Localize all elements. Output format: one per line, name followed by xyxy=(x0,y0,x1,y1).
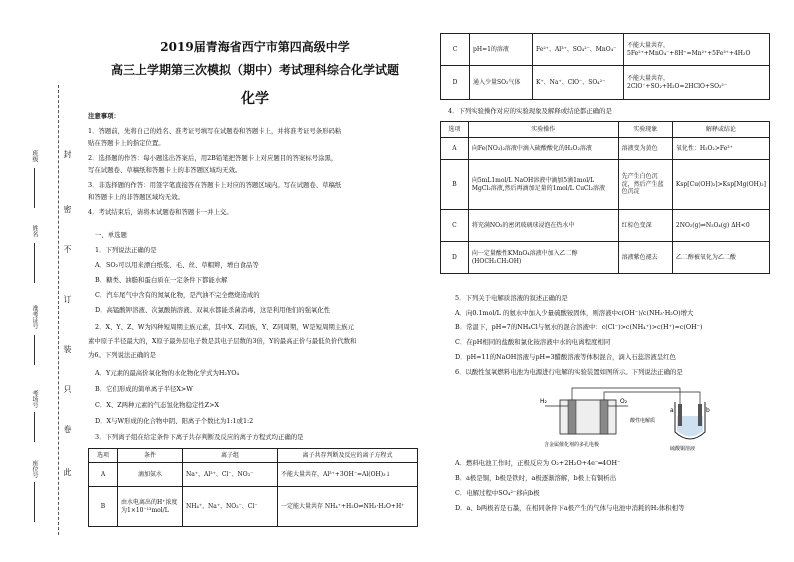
q1-option-c: C．汽车尾气中含有的氮氧化物，是汽油不完全燃烧造成的 xyxy=(95,291,260,299)
q5-option-c: C．在pH相同的盐酸和氯化铵溶液中水的电离程度相同 xyxy=(455,338,611,346)
label-electrolyte: 酸性电解质 xyxy=(630,418,656,424)
notice-line: 4．考试结束后，请将本试题卷和答题卡一并上交。 xyxy=(88,208,233,216)
table-cell: 不能大量共存，Al³⁺+3OH⁻=Al(OH)₃↓ xyxy=(278,463,418,487)
q1-option-d: D．高锰酸钾溶液、次氯酸钠溶液、双氧水都能杀菌消毒，这是利用他们的强氧化性 xyxy=(95,306,331,314)
q6-option-a: A．燃料电池工作时，正极反应为 O₂+2H₂O+4e⁻═4OH⁻ xyxy=(455,459,621,467)
seal-label: 订 xyxy=(63,295,72,303)
table-cell: NH₄⁺、Na⁺、NO₃⁻、Cl⁻ xyxy=(183,487,278,527)
q2-option-b: B．它们形成的简单离子半径X>W xyxy=(95,385,193,393)
table-cell: 向Fe(NO₃)₂溶液中滴入硫酸酸化的H₂O₂溶液 xyxy=(468,138,618,160)
table-row xyxy=(89,487,418,527)
seal-label: 卷 xyxy=(63,425,72,433)
q5-option-b: B．常温下，pH=7的NH₄Cl与氨水的混合溶液中：c(Cl⁻)>c(NH₄⁺)>c(H⁺)=c(OH⁻) xyxy=(455,323,703,331)
label-o2: O₂ xyxy=(620,398,628,405)
notice-line: 写在试题卷、草稿纸和答题卡上的非答题区域均无效。 xyxy=(88,166,242,174)
label-cuso4: 硫酸铜溶液 xyxy=(670,446,696,452)
notice-line: 2．选择题的作答：每小题选出答案后，用2B铅笔把答题卡上对应题目的答案标号涂黑， xyxy=(88,154,338,162)
q2-option-c: C．X、Z两种元素的气态氢化物稳定性Z>X xyxy=(95,401,220,409)
table-cell: D xyxy=(441,242,469,274)
exam-title-line2: 高三上学期第三次模拟（期中）考试理科综合化学试题 xyxy=(110,63,399,77)
table-cell: 红棕色变深 xyxy=(618,210,672,242)
electrolysis-figure xyxy=(540,382,720,452)
field-label-class: 班级 xyxy=(31,150,38,162)
table-cell: 由水电离出的H⁺浓度为1×10⁻¹³mol/L xyxy=(118,487,183,527)
q6-option-d: D．a、b两极若是石墨，在相同条件下a极产生的气体与电池中消耗的H₂体积相等 xyxy=(455,504,685,512)
electrode-b xyxy=(698,404,702,426)
label-h2: H₂ xyxy=(540,398,547,405)
table-row xyxy=(441,66,770,100)
binding-line xyxy=(58,85,59,535)
q1-stem: 1．下列说法正确的是 xyxy=(95,246,157,254)
q4-table xyxy=(440,121,770,274)
electrode-a xyxy=(678,404,682,426)
q4-stem: 4．下列实验操作对应的实验现象及解释或结论都正确的是 xyxy=(448,107,612,115)
field-label-exam-no: 准考证号 xyxy=(31,305,38,329)
label-b: b xyxy=(706,407,710,414)
seal-label: 装 xyxy=(63,345,72,353)
field-line[interactable] xyxy=(34,243,35,283)
table-cell: 不能大量共存，5Fe²⁺+MnO₄⁻+8H⁺=Mn²⁺+5Fe³⁺+4H₂O xyxy=(624,34,770,66)
table-header: 离子共存判断及反应的离子方程式 xyxy=(278,449,418,463)
q6-option-c: C．电解过程中SO₄²⁻移向b极 xyxy=(455,489,540,497)
q3-table xyxy=(88,448,418,527)
q2-option-d: D．X与W形成的化合物中阴、阳离子个数比为1:1或1:2 xyxy=(95,417,254,425)
table-cell: B xyxy=(89,487,118,527)
section-heading: 一、单选题 xyxy=(95,231,127,239)
table-cell: pH=1的溶液 xyxy=(470,34,533,66)
table-row xyxy=(441,210,770,242)
table-cell: 2NO₂(g)⇌N₂O₄(g) ΔH<0 xyxy=(672,210,769,242)
q5-option-d: D．pH=11的NaOH溶液与pH=3醋酸溶液等体积混合，滴入石蕊溶液呈红色 xyxy=(455,353,676,361)
q6-stem: 6．以酸性氢氧燃料电池为电源进行电解的实验装置如图所示。下列说法正确的是 xyxy=(455,368,683,376)
wire-right xyxy=(604,392,700,406)
table-cell: 通入少量SO₂气体 xyxy=(470,66,533,100)
table-cell: B xyxy=(441,160,469,210)
q6-option-b: B．a极是铜，b极是铁时，a极逐渐溶解，b极上有铜析出 xyxy=(455,474,617,482)
q2-stem: 素中原子半径最大的，X原子最外层电子数是其电子层数的3倍，Y的最高正价与最低负价代数和 xyxy=(88,337,357,345)
notice-heading: 注意事项： xyxy=(88,112,120,120)
table-header: 解释或结论 xyxy=(672,122,769,138)
seal-label: 封 xyxy=(63,150,72,158)
table-cell: 先产生白色沉淀，然后产生蓝色沉淀 xyxy=(618,160,672,210)
label-electrode: 含金属催化剂的多孔电极 xyxy=(544,442,600,448)
exam-title-line1: 2019届青海省西宁市第四高级中学 xyxy=(160,40,350,54)
table-cell: 不能大量共存，2ClO⁻+SO₂+H₂O=2HClO+SO₃²⁻ xyxy=(624,66,770,100)
table-cell: 向一定量酸性KMnO₄溶液中加入乙二醇(HOCH₂CH₂OH) xyxy=(468,242,618,274)
table-cell: A xyxy=(441,138,469,160)
table-row xyxy=(441,34,770,66)
table-cell: D xyxy=(441,66,470,100)
table-cell: Na⁺、Al³⁺、Cl⁻、NO₃⁻ xyxy=(183,463,278,487)
q3-table-continued xyxy=(440,33,770,100)
seal-label: 不 xyxy=(63,245,72,253)
table-row xyxy=(89,463,418,487)
table-header: 实验现象 xyxy=(618,122,672,138)
q2-stem: 为6。下列说法正确的是 xyxy=(88,351,156,359)
notice-line: 贴在答题卡上的指定位置。 xyxy=(88,139,165,147)
table-cell: 向5mL1mol/L NaOH溶液中滴加5滴1mol/L MgCl₂溶液,然后再滴加足量的1mol/L CuCl₂溶液 xyxy=(468,160,618,210)
q5-option-a: A．向0.1mol/L 的氨水中加入少量硫酸铵固体，则溶液中c(OH⁻)/c(NH₃·H₂O)增大 xyxy=(455,309,694,317)
table-cell: C xyxy=(441,210,469,242)
table-cell: 溶液紫色褪去 xyxy=(618,242,672,274)
table-row xyxy=(441,138,770,160)
table-cell: 氧化性：H₂O₂>Fe³⁺ xyxy=(672,138,769,160)
table-cell: C xyxy=(441,34,470,66)
table-header: 选项 xyxy=(89,449,118,463)
seal-label: 只 xyxy=(63,385,72,393)
seal-label: 此 xyxy=(63,468,72,476)
table-cell: 滴加氨水 xyxy=(118,463,183,487)
q2-stem: 2．X、Y、Z、W为四种短周期主族元素，其中X、Z同族，Y、Z同周期，W是短周期主族元 xyxy=(95,323,354,331)
table-cell: 溶液变为黄色 xyxy=(618,138,672,160)
label-a: a xyxy=(670,407,674,414)
table-header: 选项 xyxy=(441,122,469,138)
field-line[interactable] xyxy=(34,168,35,208)
table-header: 条件 xyxy=(118,449,183,463)
table-cell: Ksp[Cu(OH)₂]>Ksp[Mg(OH)₂] xyxy=(672,160,769,210)
table-header: 离子组 xyxy=(183,449,278,463)
seal-label: 密 xyxy=(63,205,72,213)
notice-line: 和答题卡上的非答题区域均无效。 xyxy=(88,193,184,201)
q3-stem: 3．下列离子组在给定条件下离子共存判断及反应的离子方程式均正确的是 xyxy=(95,433,304,441)
q5-stem: 5．下列关于电解质溶液的叙述正确的是 xyxy=(455,294,568,302)
table-cell: Fe²⁺、Al³⁺、SO₄²⁻、MnO₄⁻ xyxy=(533,34,624,66)
notice-line: 3．非选择题的作答：用签字笔直接答在答题卡上对应的答题区域内。写在试题卷、草稿纸 xyxy=(88,181,342,189)
table-row xyxy=(441,242,770,274)
q2-option-a: A．Y元素的最高价氧化物的水化物化学式为H₂YO₄ xyxy=(95,369,240,377)
q1-option-b: B．糖类、油脂和蛋白质在一定条件下都能水解 xyxy=(95,276,228,284)
notice-line: 1．答题前，先将自己的姓名、准考证号填写在试题卷和答题卡上，并将准考证号条形码粘 xyxy=(88,127,342,135)
q1-option-a: A．SO₂可以用来漂白纸浆、毛、丝、草帽辫，增白食品等 xyxy=(95,261,259,269)
table-cell: 乙二醇被氧化为乙二酸 xyxy=(672,242,769,274)
subject-title: 化学 xyxy=(241,91,269,107)
field-label-room: 考场号 xyxy=(31,390,38,408)
field-line[interactable] xyxy=(34,482,35,522)
field-line[interactable] xyxy=(34,412,35,442)
table-header: 实验操作 xyxy=(468,122,618,138)
table-cell: K⁺、Na⁺、ClO⁻、SO₄²⁻ xyxy=(533,66,624,100)
field-label-name: 姓名 xyxy=(31,225,38,237)
table-row xyxy=(441,160,770,210)
table-cell: 一定能大量共存 NH₄⁺+H₂O⇌NH₃·H₂O+H⁺ xyxy=(278,487,418,527)
field-line[interactable] xyxy=(34,335,35,365)
table-cell: A xyxy=(89,463,118,487)
table-cell: 将充满NO₂的密闭玻璃球浸泡在热水中 xyxy=(468,210,618,242)
porous-electrode-right xyxy=(600,400,608,434)
porous-electrode-left xyxy=(568,400,576,434)
field-label-seat: 座位号 xyxy=(31,460,38,478)
